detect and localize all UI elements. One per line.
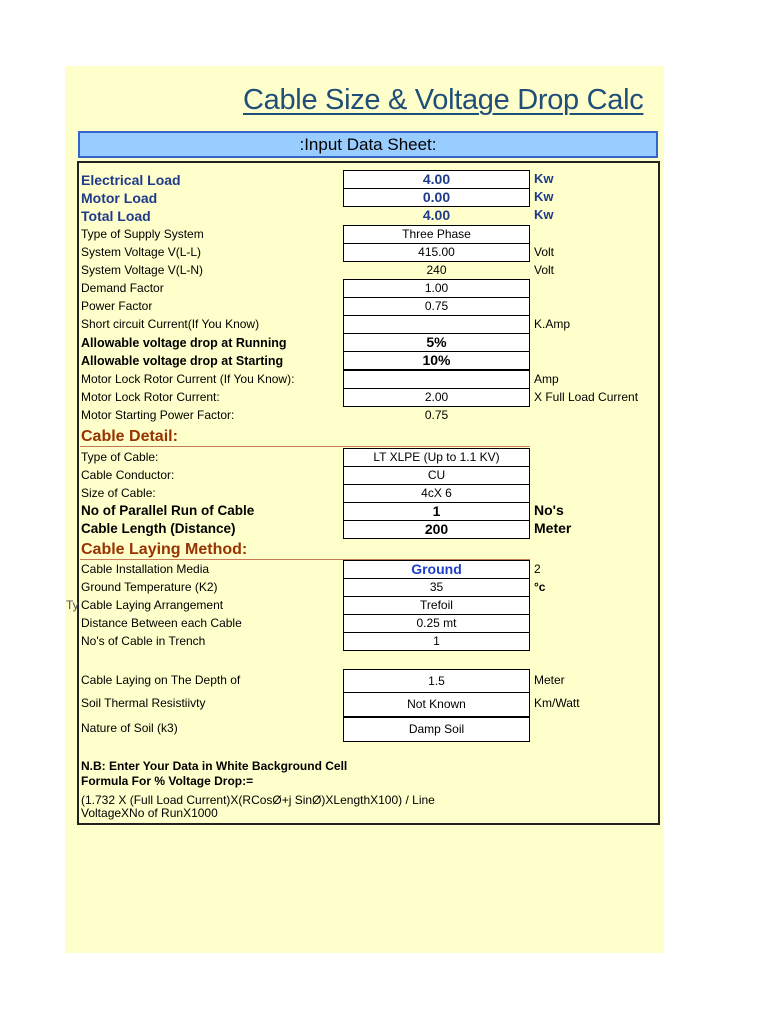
row-label-laying-arrangement: Cable Laying Arrangement <box>81 598 224 612</box>
lock-rotor-unit: X Full Load Current <box>534 390 639 404</box>
drop-running-input[interactable]: 5% <box>343 334 530 352</box>
lock-rotor-known-unit: Amp <box>534 372 559 386</box>
row-label-cable-length: Cable Length (Distance) <box>81 521 236 536</box>
laying-arrangement-select[interactable]: Trefoil <box>343 596 530 615</box>
row-label-electrical-load: Electrical Load <box>81 172 181 188</box>
row-label-soil-resistivity: Soil Thermal Resistiivty <box>81 696 206 710</box>
row-label-supply-system: Type of Supply System <box>81 227 204 241</box>
input-data-header: :Input Data Sheet: <box>78 131 658 158</box>
voltage-ll-input[interactable]: 415.00 <box>343 243 530 262</box>
stray-cell-text: Ty <box>66 598 79 612</box>
parallel-run-input[interactable]: 1 <box>343 502 530 521</box>
cables-in-trench-input[interactable]: 1 <box>343 632 530 651</box>
cable-detail-heading: Cable Detail: <box>81 428 178 445</box>
row-label-cable-size: Size of Cable: <box>81 486 156 500</box>
installation-media-code: 2 <box>534 562 541 576</box>
nb-note: N.B: Enter Your Data in White Background Cell <box>81 759 348 773</box>
row-label-cable-distance: Distance Between each Cable <box>81 616 242 630</box>
ground-temp-input[interactable]: 35 <box>343 578 530 597</box>
motor-load-unit: Kw <box>534 189 554 204</box>
motor-load-input[interactable]: 0.00 <box>343 188 530 207</box>
row-label-laying-depth: Cable Laying on The Depth of <box>81 673 241 687</box>
voltage-ln-value: 240 <box>426 263 447 277</box>
soil-resistivity-unit: Km/Watt <box>534 696 580 710</box>
row-label-power-factor: Power Factor <box>81 299 153 313</box>
cable-detail-divider <box>80 446 530 447</box>
lock-rotor-known-input[interactable] <box>343 370 530 389</box>
row-label-short-circuit: Short circuit Current(If You Know) <box>81 317 260 331</box>
starting-pf-value: 0.75 <box>424 408 449 422</box>
laying-depth-select[interactable]: 1.5 <box>343 669 530 693</box>
short-circuit-input[interactable] <box>343 315 530 334</box>
laying-method-heading: Cable Laying Method: <box>81 541 248 558</box>
cable-length-unit: Meter <box>534 520 572 536</box>
short-circuit-unit: K.Amp <box>534 317 571 331</box>
electrical-load-input[interactable]: 4.00 <box>343 170 530 189</box>
parallel-run-unit: No's <box>534 502 564 518</box>
formula-line-2: VoltageXNo of RunX1000 <box>81 806 218 820</box>
supply-system-input[interactable]: Three Phase <box>343 225 530 244</box>
row-label-lock-rotor: Motor Lock Rotor Current: <box>81 390 220 404</box>
lock-rotor-input[interactable]: 2.00 <box>343 388 530 407</box>
row-label-voltage-ln: System Voltage V(L-N) <box>81 263 204 277</box>
formula-line-1: (1.732 X (Full Load Current)X(RCosØ+j SinØ)XLengthX100) / Line <box>81 793 435 807</box>
drop-starting-input[interactable]: 10% <box>343 352 530 370</box>
installation-media-select[interactable]: Ground <box>343 560 530 579</box>
row-label-starting-pf: Motor Starting Power Factor: <box>81 408 235 422</box>
demand-factor-input[interactable]: 1.00 <box>343 279 530 298</box>
formula-label: Formula For % Voltage Drop:= <box>81 774 254 788</box>
row-label-drop-starting: Allowable voltage drop at Starting <box>81 354 284 368</box>
row-label-lock-rotor-known: Motor Lock Rotor Current (If You Know): <box>81 372 295 386</box>
cable-type-select[interactable]: LT XLPE (Up to 1.1 KV) <box>343 448 530 467</box>
row-label-ground-temp: Ground Temperature (K2) <box>81 580 218 594</box>
cable-distance-select[interactable]: 0.25 mt <box>343 614 530 633</box>
ground-temp-unit: °c <box>534 580 546 594</box>
row-label-parallel-run: No of Parallel Run of Cable <box>81 503 255 518</box>
cable-length-input[interactable]: 200 <box>343 520 530 539</box>
laying-depth-unit: Meter <box>534 673 565 687</box>
total-load-unit: Kw <box>534 207 554 222</box>
row-label-cables-in-trench: No's of Cable in Trench <box>81 634 206 648</box>
row-label-cable-type: Type of Cable: <box>81 450 159 464</box>
soil-resistivity-select[interactable]: Not Known <box>343 692 530 717</box>
row-label-soil-nature: Nature of Soil (k3) <box>81 721 178 735</box>
page-title: Cable Size & Voltage Drop Calc <box>243 84 644 116</box>
total-load-value: 4.00 <box>422 207 451 223</box>
row-label-voltage-ll: System Voltage V(L-L) <box>81 245 202 259</box>
voltage-ln-unit: Volt <box>534 263 555 277</box>
row-label-demand-factor: Demand Factor <box>81 281 164 295</box>
power-factor-input[interactable]: 0.75 <box>343 297 530 316</box>
worksheet <box>65 66 664 953</box>
row-label-motor-load: Motor Load <box>81 190 158 206</box>
cable-size-select[interactable]: 4cX 6 <box>343 484 530 503</box>
row-label-conductor: Cable Conductor: <box>81 468 175 482</box>
voltage-ll-unit: Volt <box>534 245 555 259</box>
row-label-installation-media: Cable Installation Media <box>81 562 210 576</box>
row-label-drop-running: Allowable voltage drop at Running <box>81 336 287 350</box>
soil-nature-select[interactable]: Damp Soil <box>343 717 530 742</box>
row-label-total-load: Total Load <box>81 208 151 224</box>
electrical-load-unit: Kw <box>534 171 554 186</box>
conductor-select[interactable]: CU <box>343 466 530 485</box>
